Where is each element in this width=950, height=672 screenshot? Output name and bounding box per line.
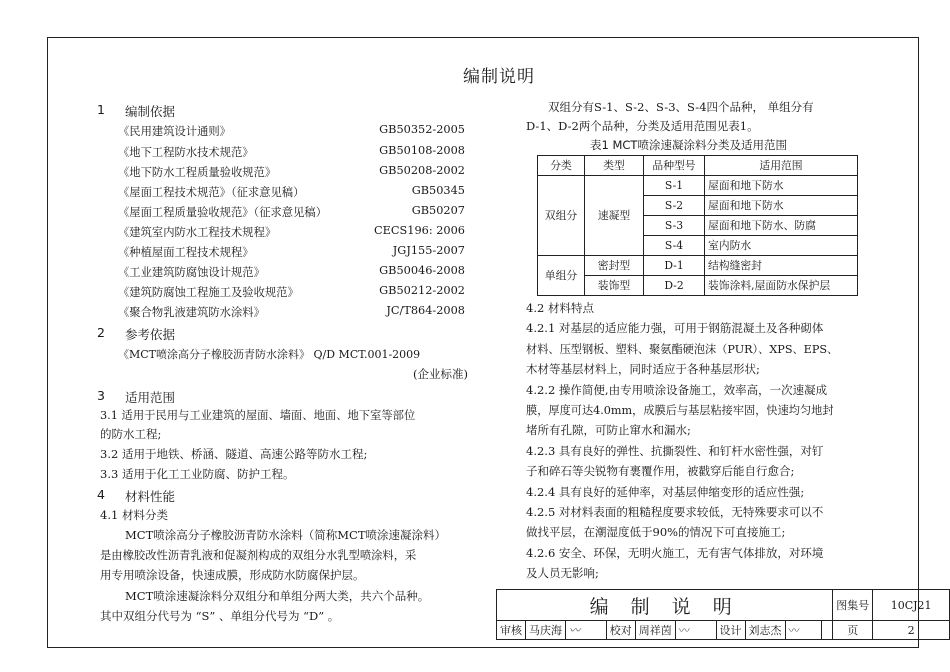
table-caption: 表1 MCT喷涂速凝涂料分类及适用范围	[590, 138, 787, 152]
ref-name: 《建筑防腐蚀工程施工及验收规范》	[118, 286, 299, 299]
section-1-title: 编制依据	[125, 104, 176, 119]
header-cell: 分类	[538, 156, 585, 176]
table-row	[538, 256, 858, 276]
scope-cell: 屋面和地下防水、防腐	[705, 216, 858, 236]
clause-3-1-cont: 的防水工程;	[100, 427, 162, 441]
feature-line: 材料、压型钢板、塑料、聚氨酯硬泡沫（PUR）、XPS、EPS、	[526, 343, 839, 356]
page-title: 编制说明	[463, 67, 535, 87]
reference-standard: 《MCT喷涂高分子橡胶沥青防水涂料》 Q/D MCT.001-2009	[118, 348, 421, 361]
model-cell: D-1	[644, 256, 705, 276]
atlas-label: 图集号	[833, 590, 873, 621]
ref-name: 《建筑室内防水工程技术规程》	[118, 226, 277, 239]
standard-type: (企业标准)	[413, 367, 468, 381]
type-cell: 速凝型	[585, 176, 644, 256]
section-2-title: 参考依据	[125, 327, 176, 342]
checker-name: 周祥茵	[635, 621, 675, 640]
reviewer-name: 马庆海	[526, 621, 566, 640]
designer-signature: 〰	[785, 621, 822, 640]
section-2-number: 2	[97, 325, 105, 340]
feature-line: 膜，厚度可达4.0mm，成膜后与基层粘接牢固，快速均匀地封	[526, 404, 834, 417]
review-label: 审核	[497, 621, 526, 640]
paragraph-line: MCT喷涂速凝涂料分双组分和单组分两大类，共六个品种。	[125, 589, 430, 603]
feature-line: 4.2.5 对材料表面的粗糙程度要求较低，无特殊要求可以不	[526, 505, 824, 519]
feature-line: 木材等基层材料上，同时适应于各种基层形状;	[526, 362, 760, 376]
ref-name: 《聚合物乳液建筑防水涂料》	[118, 306, 265, 319]
paragraph-line: MCT喷涂高分子橡胶沥青防水涂料（简称MCT喷涂速凝涂料）	[125, 528, 446, 542]
type-cell: 装饰型	[585, 276, 644, 296]
clause-3-2: 3.2 适用于地铁、桥涵、隧道、高速公路等防水工程;	[100, 447, 368, 461]
section-3-number: 3	[97, 388, 105, 403]
section-3-title: 适用范围	[125, 390, 176, 405]
feature-line: 子和碎石等尖锐物有裹覆作用，被戳穿后能自行愈合;	[526, 464, 795, 478]
spacer-cell	[822, 621, 833, 640]
page-label: 页	[833, 621, 873, 640]
ref-code: GB50207	[411, 204, 465, 217]
ref-code: GB50208-2002	[379, 164, 465, 177]
titleblock-name: 编 制 说 明	[497, 590, 833, 621]
feature-line: 4.2.2 操作简便,由专用喷涂设备施工，效率高，一次速凝成	[526, 383, 828, 397]
scope-cell: 装饰涂料,屋面防水保护层	[705, 276, 858, 296]
header-cell: 品种型号	[644, 156, 705, 176]
page-number: 2	[873, 621, 950, 640]
title-block	[496, 589, 950, 640]
intro-line: D-1、D-2两个品种，分类及适用范围见表1。	[526, 119, 759, 133]
type-cell: 密封型	[585, 256, 644, 276]
paragraph-line: 是由橡胶改性沥青乳液和促凝剂构成的双组分水乳型喷涂料，采	[100, 549, 417, 562]
model-cell: S-2	[644, 196, 705, 216]
intro-line: 双组分有S-1、S-2、S-3、S-4四个品种， 单组分有	[548, 100, 814, 114]
group-cell: 双组分	[538, 176, 585, 256]
section-4-number: 4	[97, 487, 105, 502]
reviewer-signature: 〰	[566, 621, 607, 640]
scope-cell: 室内防水	[705, 236, 858, 256]
table-header-row	[538, 156, 858, 176]
scope-cell: 结构缝密封	[705, 256, 858, 276]
feature-line: 4.2.3 具有良好的弹性、抗撕裂性、和钉杆水密性强，对钉	[526, 444, 824, 458]
check-label: 校对	[606, 621, 635, 640]
ref-name: 《屋面工程质量验收规范》（征求意见稿）	[118, 206, 327, 219]
checker-signature: 〰	[675, 621, 716, 640]
group-cell: 单组分	[538, 256, 585, 296]
clause-3-3: 3.3 适用于化工工业防腐、防护工程。	[100, 467, 295, 481]
clause-4-1: 4.1 材料分类	[100, 508, 168, 522]
feature-line: 4.2.6 安全、环保，无明火施工，无有害气体排放，对环境	[526, 546, 824, 560]
paragraph-line: 用专用喷涂设备，快速成膜，形成防水防腐保护层。	[100, 568, 365, 582]
atlas-number: 10CJ21	[873, 590, 950, 621]
ref-name: 《种植屋面工程技术规程》	[118, 246, 254, 259]
feature-line: 及人员无影响;	[526, 566, 599, 580]
ref-code: CECS196: 2006	[374, 224, 465, 237]
classification-table	[537, 155, 858, 296]
scope-cell: 屋面和地下防水	[705, 196, 858, 216]
ref-code: GB50046-2008	[379, 264, 465, 277]
feature-line: 堵所有孔隙，可防止窜水和漏水;	[526, 423, 691, 437]
ref-code: GB50345	[411, 184, 465, 197]
section-4-title: 材料性能	[125, 489, 176, 504]
ref-name: 《地下防水工程质量验收规范》	[118, 166, 277, 179]
table-row	[538, 176, 858, 196]
ref-name: 《屋面工程技术规范》（征求意见稿）	[118, 186, 305, 199]
clause-3-1: 3.1 适用于民用与工业建筑的屋面、墙面、地面、地下室等部位	[100, 409, 416, 422]
ref-name: 《民用建筑设计通则》	[118, 125, 231, 138]
ref-name: 《工业建筑防腐蚀设计规范》	[118, 266, 265, 279]
ref-code: GB50108-2008	[379, 144, 465, 157]
ref-code: GB50352-2005	[379, 123, 465, 136]
model-cell: D-2	[644, 276, 705, 296]
table-row	[538, 276, 858, 296]
feature-line: 4.2.4 具有良好的延伸率，对基层伸缩变形的适应性强;	[526, 485, 805, 499]
model-cell: S-1	[644, 176, 705, 196]
section-1-number: 1	[97, 102, 105, 117]
design-label: 设计	[716, 621, 745, 640]
ref-code: JC/T864-2008	[386, 304, 465, 317]
scope-cell: 屋面和地下防水	[705, 176, 858, 196]
designer-name: 刘志杰	[745, 621, 785, 640]
header-cell: 类型	[585, 156, 644, 176]
header-cell: 适用范围	[705, 156, 858, 176]
ref-code: JGJ155-2007	[392, 244, 465, 257]
paragraph-line: 其中双组分代号为 “S” 、单组分代号为 “D” 。	[100, 609, 340, 623]
ref-name: 《地下工程防水技术规范》	[118, 146, 254, 159]
ref-code: GB50212-2002	[379, 284, 465, 297]
clause-4-2: 4.2 材料特点	[526, 301, 594, 315]
model-cell: S-3	[644, 216, 705, 236]
feature-line: 做找平层，在潮湿度低于90%的情况下可直接施工;	[526, 525, 786, 539]
model-cell: S-4	[644, 236, 705, 256]
feature-line: 4.2.1 对基层的适应能力强，可用于钢筋混凝土及各种砌体	[526, 321, 824, 335]
